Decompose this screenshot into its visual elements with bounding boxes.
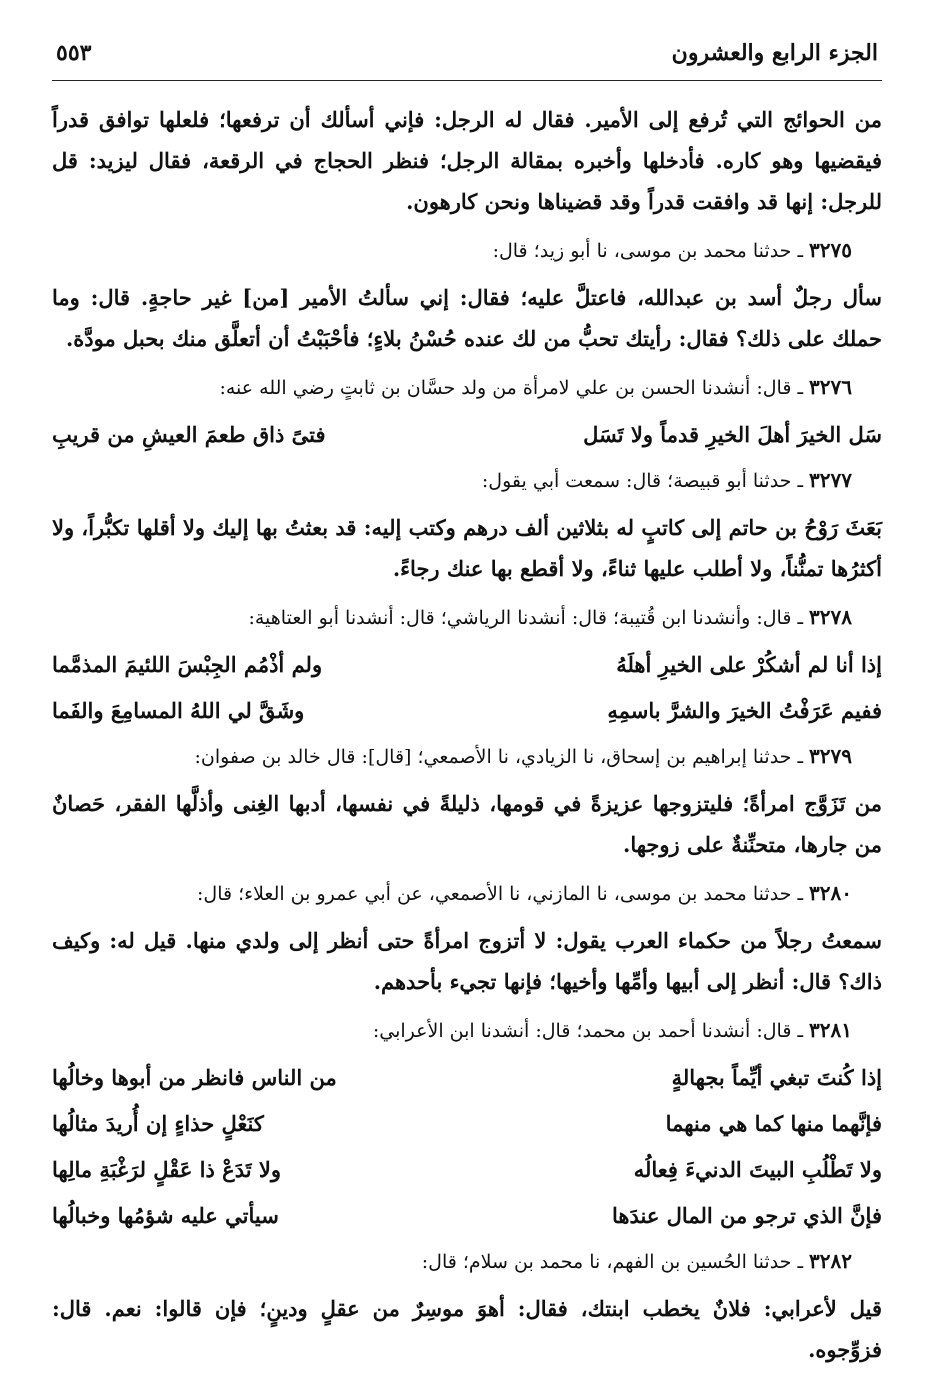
verse-second-hemistich: ولم أذْمُم الجِبْسَ اللئيمَ المذمَّما	[52, 652, 323, 677]
hadith-heading	[52, 230, 852, 271]
poem-verse	[52, 1103, 882, 1145]
page-header	[52, 40, 882, 81]
isnad-text: ـ حدثنا إبراهيم بن إسحاق، نا الزيادي، نا الأصمعي؛ [قال]: قال خالد بن صفوان:	[194, 746, 804, 768]
hadith-number: ٣٢٨٠	[809, 881, 852, 905]
hadith-number: ٣٢٧٧	[809, 468, 852, 492]
isnad-text: ـ قال: أنشدنا الحسن بن علي لامرأة من ولد حسَّان بن ثابتٍ رضي الله عنه:	[219, 377, 804, 399]
hadith-number: ٣٢٧٦	[809, 375, 852, 399]
paragraph: سمعتُ رجلاً من حكماء العرب يقول: لا أتزوج امرأةً حتى أنظر إلى ولدي منها. قيل له: وكيف ذاك؟ قال: أنظر إلى أبيها وأمِّها وأخيها؛ فإنها تجيء بأحدهم.	[52, 928, 882, 994]
hadith-heading	[52, 873, 852, 914]
verse-second-hemistich: من الناس فانظر من أبوها وخالُها	[52, 1065, 337, 1090]
verse-first-hemistich: ولا تَطْلُبِ البيتَ الدنيءَ فِعالُه	[633, 1157, 882, 1182]
verse-first-hemistich: سَل الخيرَ أهلَ الخيرِ قدماً ولا تَسَل	[583, 422, 882, 447]
hadith-number: ٣٢٧٨	[809, 605, 852, 629]
isnad-text: ـ حدثنا أبو قبيصة؛ قال: سمعت أبي يقول:	[481, 470, 804, 492]
verse-second-hemistich: سيأتي عليه شؤمُها وخبالُها	[52, 1203, 279, 1228]
hadith-heading	[52, 1241, 852, 1282]
isnad-text: ـ حدثنا محمد بن موسى، نا أبو زيد؛ قال:	[492, 240, 804, 262]
verse-second-hemistich: فتىً ذاق طعمَ العيشِ من قريبِ	[52, 422, 326, 447]
verse-first-hemistich: فإنَّهما منها كما هي منهما	[665, 1111, 882, 1136]
poem-verse	[52, 690, 882, 732]
verse-first-hemistich: إذا أنا لم أشكُرْ على الخيرِ أهلَهُ	[616, 652, 882, 677]
page-number: ٥٥٣	[56, 40, 92, 66]
verse-second-hemistich: وشَقَّ لي اللهُ المسامِعَ والفَما	[52, 698, 305, 723]
running-title: الجزء الرابع والعشرون	[671, 40, 878, 66]
isnad-text: ـ قال: وأنشدنا ابن قُتيبة؛ قال: أنشدنا الرياشي؛ قال: أنشدنا أبو العتاهية:	[248, 607, 804, 629]
isnad-text: ـ حدثنا محمد بن موسى، نا المازني، نا الأصمعي، عن أبي عمرو بن العلاء؛ قال:	[196, 883, 804, 905]
isnad-text: ـ حدثنا الحُسين بن الفهم، نا محمد بن سلام؛ قال:	[421, 1251, 804, 1273]
paragraph: سأل رجلٌ أسد بن عبدالله، فاعتلَّ عليه؛ فقال: إني سألتُ الأمير [من] غير حاجةٍ. قال: وما حملك على ذلك؟ فقال: رأيتك تحبُّ من لك عنده حُسْنُ بلاءٍ؛ فأحْبَبْتُ أن أتعلَّق منك بحبل مودَّة.	[52, 285, 882, 351]
poem-verse	[52, 414, 882, 456]
paragraph: بَعَثَ رَوْحُ بن حاتم إلى كاتبٍ له بثلاثين ألف درهم وكتب إليه: قد بعثتُ بها إليك ولا أقلها تكبُّراً، ولا أكثرُها تمنُّناً، ولا أطلب عليها ثناءً، ولا أقطع بها عنك رجاءً.	[51, 515, 882, 581]
hadith-heading	[52, 1010, 852, 1051]
hadith-number: ٣٢٧٥	[809, 238, 852, 262]
paragraph: قيل لأعرابي: فلانٌ يخطب ابنتك، فقال: أهوَ موسِرٌ من عقلٍ ودينٍ؛ فإن قالوا: نعم. قال: فزوِّجوه.	[52, 1296, 882, 1362]
hadith-heading	[52, 736, 852, 777]
isnad-text: ـ قال: أنشدنا أحمد بن محمد؛ قال: أنشدنا ابن الأعرابي:	[372, 1020, 804, 1042]
verse-second-hemistich: كنَعْلٍ حذاءٍ إن أُريدَ مثالُها	[52, 1111, 264, 1136]
poem-verse	[52, 1195, 882, 1237]
hadith-heading	[52, 597, 852, 638]
verse-first-hemistich: فإنَّ الذي ترجو من المال عندَها	[612, 1203, 882, 1228]
poem-verse	[52, 644, 882, 686]
verse-first-hemistich: ففيم عَرَفْتُ الخيرَ والشرَّ باسمِهِ	[607, 698, 882, 723]
hadith-number: ٣٢٧٩	[809, 744, 852, 768]
hadith-heading	[52, 460, 852, 501]
hadith-number: ٣٢٨١	[809, 1018, 852, 1042]
paragraph: من تَزَوَّج امرأةً؛ فليتزوجها عزيزةً في قومها، ذليلةً في نفسها، أدبها الغِنى وأذلَّها الفقر، حَصانٌ من جارها، متحنِّنةٌ على زوجها.	[52, 791, 882, 857]
hadith-number: ٣٢٨٢	[809, 1249, 852, 1273]
hadith-heading	[52, 367, 852, 408]
verse-first-hemistich: إذا كُنتَ تبغي أيِّماً بجهالةٍ	[671, 1065, 882, 1090]
poem-verse	[52, 1057, 882, 1099]
verse-second-hemistich: ولا تَدَعْ ذا عَقْلٍ لرَغْبَةِ مالِها	[52, 1157, 282, 1182]
paragraph: من الحوائج التي تُرفع إلى الأمير. فقال له الرجل: فإني أسألك أن ترفعها؛ فلعلها توافق قدراً فيقضيها وهو كاره. فأدخلها وأخبره بمقالة الرجل؛ فنظر الحجاج في الرقعة، فقال ليزيد: قل للرجل: إنها قد وافقت قدراً وقد قضيناها ونحن كارهون.	[52, 107, 882, 214]
poem-verse	[52, 1149, 882, 1191]
